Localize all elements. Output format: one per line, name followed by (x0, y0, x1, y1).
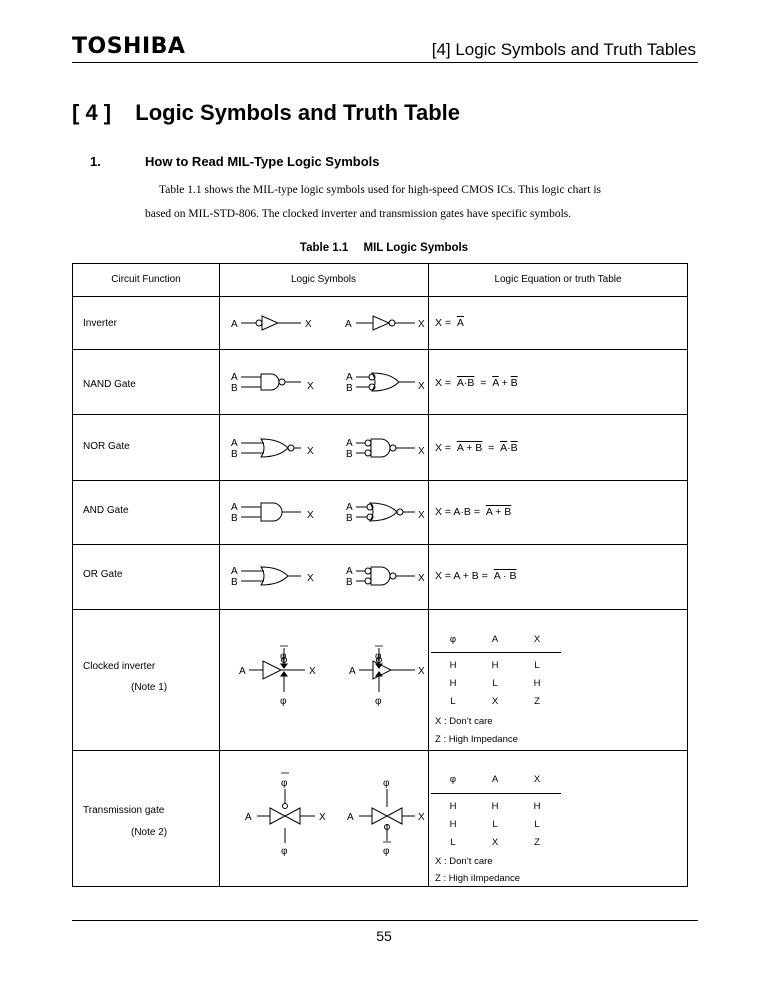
pin-x: X (418, 446, 425, 457)
pin-x: X (418, 573, 425, 584)
tt2-header-x: X (533, 774, 541, 785)
pin-phi: φ (281, 846, 288, 857)
pin-b: B (231, 577, 238, 588)
pin-phi-bar: φ (375, 651, 382, 662)
pin-a: A (346, 502, 353, 513)
eq-nor: $X = A + B = \overline{A}\cdot\overline{B}$ (435, 442, 518, 454)
pin-a: A (349, 666, 356, 677)
pin-a: A (231, 502, 238, 513)
pin-x: X (307, 510, 314, 521)
fn-inverter: Inverter (83, 318, 117, 329)
pin-b: B (346, 383, 353, 394)
toshiba-logo: TOSHIBA (72, 34, 186, 59)
tt1-header-x: X (533, 634, 541, 645)
pin-x: X (305, 319, 312, 330)
tt1-cell: Z (534, 696, 540, 707)
table-caption-number: Table 1.1 (299, 242, 349, 254)
tt2-cell: Z (534, 837, 540, 848)
tt2-rule (431, 793, 561, 794)
logic-symbols-drawing (219, 264, 428, 886)
logic-symbols-table (72, 263, 688, 887)
tt2-header-phi: φ (449, 774, 457, 785)
pin-b: B (231, 383, 238, 394)
subsection-title: How to Read MIL-Type Logic Symbols (145, 154, 380, 169)
header-rule (72, 62, 698, 63)
pin-a: A (345, 319, 352, 330)
pin-phi-bar: φ (280, 651, 287, 662)
tt1-cell: H (491, 660, 499, 671)
eq-or: X = A + B = A · B (435, 570, 517, 582)
tt1-cell: L (534, 660, 540, 671)
tt1-cell: L (492, 678, 498, 689)
section-title-text: Logic Symbols and Truth Table (135, 100, 460, 125)
pin-b: B (346, 449, 353, 460)
fn-nor: NOR Gate (83, 441, 130, 452)
table-col-divider (428, 264, 429, 886)
pin-b: B (346, 513, 353, 524)
fn-clocked-inverter: Clocked inverter (83, 661, 156, 672)
tt1-cell: L (450, 696, 456, 707)
page-number: 55 (376, 928, 392, 944)
tt1-rule (431, 652, 561, 653)
note-2: (Note 2) (131, 827, 168, 838)
pin-x: X (418, 319, 425, 330)
header-logic-symbols: Logic Symbols (290, 274, 357, 285)
tt1-header-phi: φ (449, 634, 457, 645)
tt1-cell: H (449, 678, 457, 689)
pin-phi-bar: φ (383, 846, 390, 857)
intro-line-2: based on MIL-STD-806. The clocked inverter and transmission gates have specific symbols. (145, 208, 572, 220)
eq-inverter: $X = \overline{A}$ (435, 317, 464, 329)
tt1-note-dont-care: X : Don’t care (435, 716, 493, 727)
tt1-cell: X (491, 696, 499, 707)
tt2-note-high-impedance: Z : High iImpedance (435, 873, 521, 884)
pin-phi: φ (375, 696, 382, 707)
header-circuit-function: Circuit Function (111, 274, 181, 285)
pin-a: A (346, 438, 353, 449)
header-title: [4] Logic Symbols and Truth Tables (431, 40, 696, 59)
pin-phi: φ (280, 696, 287, 707)
pin-phi-bar: φ (281, 778, 288, 789)
pin-x: X (418, 510, 425, 521)
pin-x: X (418, 666, 425, 677)
tt2-cell: H (533, 801, 541, 812)
pin-a: A (245, 812, 252, 823)
pin-x: X (307, 446, 314, 457)
fn-nand: NAND Gate (83, 379, 136, 390)
pin-a: A (346, 566, 353, 577)
pin-b: B (231, 449, 238, 460)
footer-rule (72, 920, 698, 921)
pin-a: A (346, 372, 353, 383)
fn-or: OR Gate (83, 569, 123, 580)
pin-b: B (346, 577, 353, 588)
pin-a: A (231, 319, 238, 330)
pin-a: A (231, 438, 238, 449)
fn-and: AND Gate (83, 505, 129, 516)
pin-x: X (309, 666, 316, 677)
tt2-cell: L (492, 819, 498, 830)
tt2-cell: L (534, 819, 540, 830)
pin-x: X (319, 812, 326, 823)
pin-b: B (231, 513, 238, 524)
tt1-cell: H (449, 660, 457, 671)
pin-x: X (418, 381, 425, 392)
pin-a: A (347, 812, 354, 823)
intro-paragraph (145, 178, 705, 226)
section-title (72, 100, 460, 126)
tt2-cell: L (450, 837, 456, 848)
header-logic-equation: Logic Equation or truth Table (494, 274, 622, 285)
pin-phi: φ (383, 778, 390, 789)
pin-a: A (231, 372, 238, 383)
tt2-header-a: A (491, 774, 499, 785)
pin-x: X (307, 573, 314, 584)
pin-x: X (418, 812, 425, 823)
tt1-cell: H (533, 678, 541, 689)
eq-nand: $X = A\cdot B = \overline{A} + \overline{B}$ (435, 377, 518, 389)
section-number: [ 4 ] (72, 100, 112, 125)
intro-line-1: Table 1.1 shows the MIL-type logic symbols used for high-speed CMOS ICs. This logic chart is (159, 184, 602, 196)
tt2-cell: X (491, 837, 499, 848)
tt2-note-dont-care: X : Don’t care (435, 856, 493, 867)
table-caption (0, 242, 768, 254)
tt1-header-a: A (491, 634, 499, 645)
table-caption-title: MIL Logic Symbols (363, 242, 469, 254)
pin-a: A (239, 666, 246, 677)
tt1-note-high-impedance: Z : High Impedance (435, 734, 518, 745)
tt2-cell: H (491, 801, 499, 812)
note-1: (Note 1) (131, 682, 168, 693)
subsection-number: 1. (90, 154, 101, 169)
pin-x: X (307, 381, 314, 392)
fn-transmission-gate: Transmission gate (83, 805, 165, 816)
tt2-cell: H (449, 801, 457, 812)
tt2-cell: H (449, 819, 457, 830)
pin-a: A (231, 566, 238, 577)
eq-and: X = A·B = A + B (435, 506, 512, 518)
